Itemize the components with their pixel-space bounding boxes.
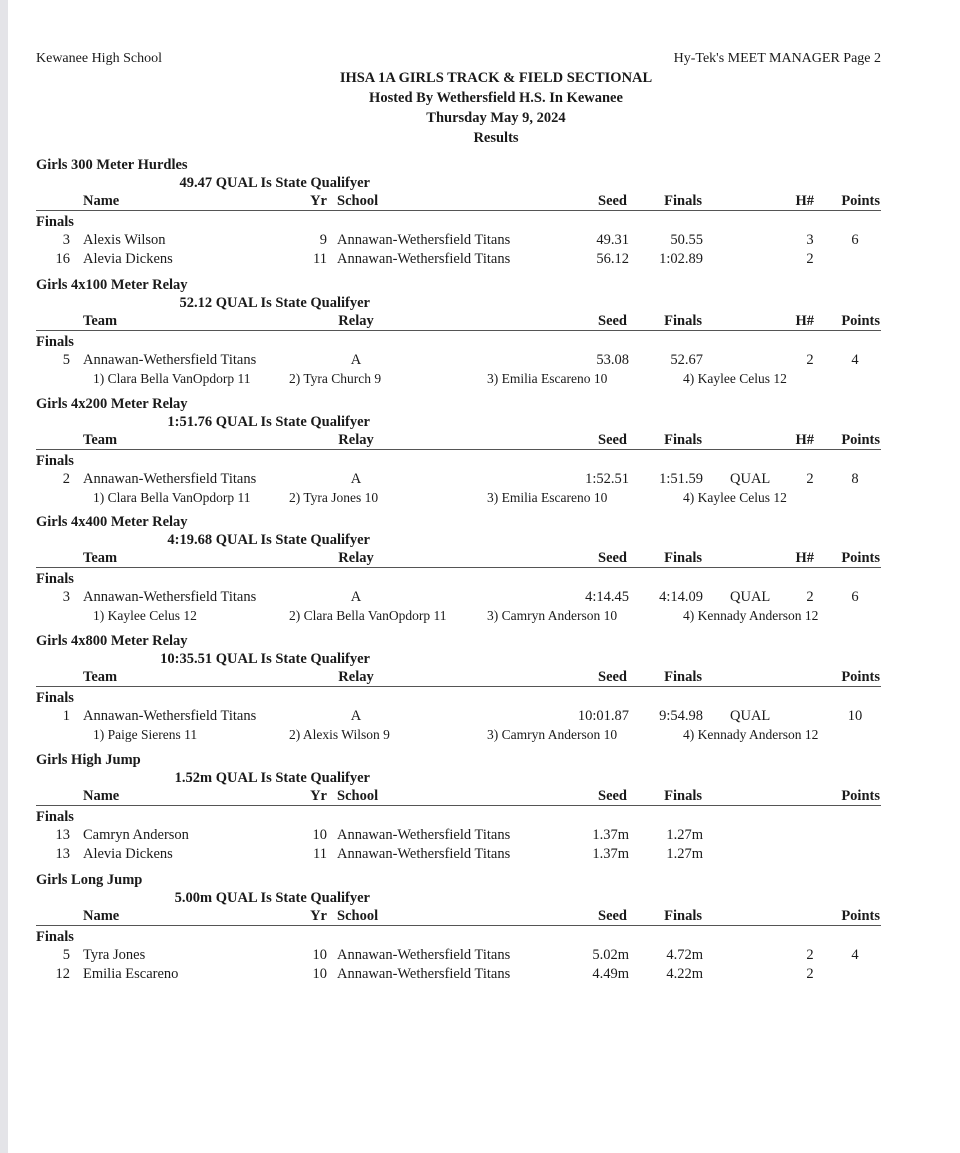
column-header-name: Name	[83, 908, 120, 924]
qualifying-standard: 5.00m QUAL Is State Qualifyer	[174, 890, 370, 906]
relay-letter: A	[350, 352, 362, 368]
column-header-yr: Yr	[310, 908, 327, 924]
column-header-relay: Relay	[338, 550, 374, 566]
finals-mark: 52.67	[670, 352, 703, 368]
finals-mark: 1.27m	[666, 827, 703, 843]
heat-number: 3	[806, 232, 814, 248]
column-header-relay: Relay	[338, 432, 374, 448]
relay-leg-runner: 3) Camryn Anderson 10	[487, 727, 618, 742]
column-header-points: Points	[841, 908, 880, 924]
relay-letter: A	[350, 471, 362, 487]
round-label: Finals	[36, 929, 74, 945]
qualifying-standard: 1.52m QUAL Is State Qualifyer	[174, 770, 370, 786]
column-header-seed: Seed	[598, 313, 627, 329]
relay-leg-runner: 1) Paige Sierens 11	[93, 727, 198, 742]
qualifier-flag: QUAL	[730, 589, 771, 605]
meet-host: Hosted By Wethersfield H.S. In Kewanee	[369, 90, 623, 106]
relay-leg-runner: 2) Tyra Jones 10	[289, 490, 379, 505]
finals-mark: 1:02.89	[659, 251, 703, 267]
points: 8	[851, 471, 859, 487]
event-title: Girls 300 Meter Hurdles	[36, 157, 188, 173]
seed-mark: 56.12	[596, 251, 629, 267]
relay-leg-runner: 2) Tyra Church 9	[289, 371, 382, 386]
column-header-finals: Finals	[664, 313, 702, 329]
athlete-year: 10	[312, 827, 327, 843]
column-header-seed: Seed	[598, 432, 627, 448]
place: 5	[62, 352, 70, 368]
column-header-finals: Finals	[664, 193, 702, 209]
qualifier-flag: QUAL	[730, 708, 771, 724]
header-divider	[36, 925, 881, 926]
place: 2	[62, 471, 70, 487]
column-header-team: Team	[83, 432, 118, 448]
column-header-points: Points	[841, 669, 880, 685]
heat-number: 2	[806, 352, 814, 368]
athlete-name: Alevia Dickens	[83, 251, 173, 267]
event-title: Girls High Jump	[36, 752, 141, 768]
athlete-year: 9	[319, 232, 327, 248]
school-name: Annawan-Wethersfield Titans	[337, 232, 511, 248]
column-header-seed: Seed	[598, 550, 627, 566]
relay-leg-runner: 2) Clara Bella VanOpdorp 11	[289, 608, 447, 623]
heat-number: 2	[806, 251, 814, 267]
column-header-seed: Seed	[598, 788, 627, 804]
points: 6	[851, 232, 859, 248]
meet-date: Thursday May 9, 2024	[426, 110, 566, 126]
team-name: Annawan-Wethersfield Titans	[83, 352, 257, 368]
team-name: Annawan-Wethersfield Titans	[83, 708, 257, 724]
relay-leg-runner: 1) Clara Bella VanOpdorp 11	[93, 490, 251, 505]
place: 1	[62, 708, 70, 724]
finals-mark: 1:51.59	[659, 471, 703, 487]
column-header-points: Points	[841, 193, 880, 209]
column-header-seed: Seed	[598, 669, 627, 685]
host-school: Kewanee High School	[36, 51, 162, 66]
column-header-finals: Finals	[664, 432, 702, 448]
header-divider	[36, 686, 881, 687]
seed-mark: 4:14.45	[585, 589, 629, 605]
column-header-seed: Seed	[598, 908, 627, 924]
school-name: Annawan-Wethersfield Titans	[337, 947, 511, 963]
qualifying-standard: 10:35.51 QUAL Is State Qualifyer	[160, 651, 370, 667]
column-header-heat: H#	[795, 550, 814, 566]
heat-number: 2	[806, 471, 814, 487]
athlete-year: 10	[312, 966, 327, 982]
header-divider	[36, 210, 881, 211]
heat-number: 2	[806, 947, 814, 963]
header-divider	[36, 449, 881, 450]
finals-mark: 4.72m	[666, 947, 703, 963]
place: 12	[55, 966, 70, 982]
athlete-name: Tyra Jones	[83, 947, 146, 963]
athlete-year: 11	[313, 251, 327, 267]
seed-mark: 1.37m	[592, 827, 629, 843]
column-header-relay: Relay	[338, 313, 374, 329]
column-header-school: School	[337, 193, 379, 209]
column-header-finals: Finals	[664, 669, 702, 685]
column-header-team: Team	[83, 669, 118, 685]
round-label: Finals	[36, 809, 74, 825]
finals-mark: 1.27m	[666, 846, 703, 862]
relay-leg-runner: 4) Kennady Anderson 12	[683, 608, 819, 623]
column-header-points: Points	[841, 788, 880, 804]
relay-leg-runner: 4) Kaylee Celus 12	[683, 490, 787, 505]
column-header-name: Name	[83, 788, 120, 804]
software-page-label: Hy-Tek's MEET MANAGER Page 2	[673, 51, 881, 66]
column-header-finals: Finals	[664, 550, 702, 566]
column-header-seed: Seed	[598, 193, 627, 209]
column-header-school: School	[337, 908, 379, 924]
place: 13	[55, 827, 70, 843]
relay-leg-runner: 1) Clara Bella VanOpdorp 11	[93, 371, 251, 386]
column-header-name: Name	[83, 193, 120, 209]
header-divider	[36, 567, 881, 568]
seed-mark: 1.37m	[592, 846, 629, 862]
qualifier-flag: QUAL	[730, 471, 771, 487]
column-header-yr: Yr	[310, 193, 327, 209]
header-divider	[36, 330, 881, 331]
relay-letter: A	[350, 589, 362, 605]
relay-leg-runner: 4) Kennady Anderson 12	[683, 727, 819, 742]
header-divider	[36, 805, 881, 806]
relay-leg-runner: 1) Kaylee Celus 12	[93, 608, 197, 623]
place: 13	[55, 846, 70, 862]
round-label: Finals	[36, 453, 74, 469]
finals-mark: 4.22m	[666, 966, 703, 982]
points: 10	[847, 708, 863, 724]
team-name: Annawan-Wethersfield Titans	[83, 471, 257, 487]
points: 6	[851, 589, 859, 605]
finals-mark: 4:14.09	[659, 589, 703, 605]
seed-mark: 53.08	[596, 352, 629, 368]
athlete-name: Camryn Anderson	[83, 827, 189, 843]
event-title: Girls Long Jump	[36, 872, 143, 888]
round-label: Finals	[36, 690, 74, 706]
round-label: Finals	[36, 571, 74, 587]
relay-leg-runner: 3) Emilia Escareno 10	[487, 371, 608, 386]
school-name: Annawan-Wethersfield Titans	[337, 966, 511, 982]
column-header-heat: H#	[795, 193, 814, 209]
athlete-name: Alevia Dickens	[83, 846, 173, 862]
qualifying-standard: 52.12 QUAL Is State Qualifyer	[179, 295, 370, 311]
event-title: Girls 4x200 Meter Relay	[36, 396, 188, 412]
column-header-team: Team	[83, 313, 118, 329]
seed-mark: 49.31	[596, 232, 629, 248]
school-name: Annawan-Wethersfield Titans	[337, 846, 511, 862]
column-header-finals: Finals	[664, 908, 702, 924]
place: 5	[62, 947, 70, 963]
seed-mark: 1:52.51	[585, 471, 629, 487]
event-title: Girls 4x400 Meter Relay	[36, 514, 188, 530]
relay-leg-runner: 4) Kaylee Celus 12	[683, 371, 787, 386]
team-name: Annawan-Wethersfield Titans	[83, 589, 257, 605]
heat-number: 2	[806, 966, 814, 982]
qualifying-standard: 1:51.76 QUAL Is State Qualifyer	[167, 414, 370, 430]
relay-letter: A	[350, 708, 362, 724]
place: 16	[55, 251, 70, 267]
seed-mark: 5.02m	[592, 947, 629, 963]
finals-mark: 9:54.98	[659, 708, 703, 724]
athlete-name: Alexis Wilson	[83, 232, 166, 248]
school-name: Annawan-Wethersfield Titans	[337, 827, 511, 843]
points: 4	[851, 352, 859, 368]
school-name: Annawan-Wethersfield Titans	[337, 251, 511, 267]
place: 3	[62, 232, 70, 248]
seed-mark: 4.49m	[592, 966, 629, 982]
athlete-name: Emilia Escareno	[83, 966, 179, 982]
relay-leg-runner: 2) Alexis Wilson 9	[289, 727, 390, 742]
relay-leg-runner: 3) Camryn Anderson 10	[487, 608, 618, 623]
round-label: Finals	[36, 334, 74, 350]
relay-leg-runner: 3) Emilia Escareno 10	[487, 490, 608, 505]
column-header-relay: Relay	[338, 669, 374, 685]
column-header-heat: H#	[795, 432, 814, 448]
qualifying-standard: 4:19.68 QUAL Is State Qualifyer	[167, 532, 370, 548]
column-header-team: Team	[83, 550, 118, 566]
event-title: Girls 4x800 Meter Relay	[36, 633, 188, 649]
column-header-heat: H#	[795, 313, 814, 329]
column-header-yr: Yr	[310, 788, 327, 804]
place: 3	[62, 589, 70, 605]
qualifying-standard: 49.47 QUAL Is State Qualifyer	[179, 175, 370, 191]
meet-title: IHSA 1A GIRLS TRACK & FIELD SECTIONAL	[339, 70, 653, 86]
finals-mark: 50.55	[670, 232, 703, 248]
event-title: Girls 4x100 Meter Relay	[36, 277, 188, 293]
points: 4	[851, 947, 859, 963]
column-header-points: Points	[841, 550, 880, 566]
athlete-year: 11	[313, 846, 327, 862]
column-header-finals: Finals	[664, 788, 702, 804]
heat-number: 2	[806, 589, 814, 605]
column-header-points: Points	[841, 432, 880, 448]
column-header-school: School	[337, 788, 379, 804]
athlete-year: 10	[312, 947, 327, 963]
results-heading: Results	[473, 130, 519, 146]
column-header-points: Points	[841, 313, 880, 329]
round-label: Finals	[36, 214, 74, 230]
seed-mark: 10:01.87	[577, 708, 629, 724]
